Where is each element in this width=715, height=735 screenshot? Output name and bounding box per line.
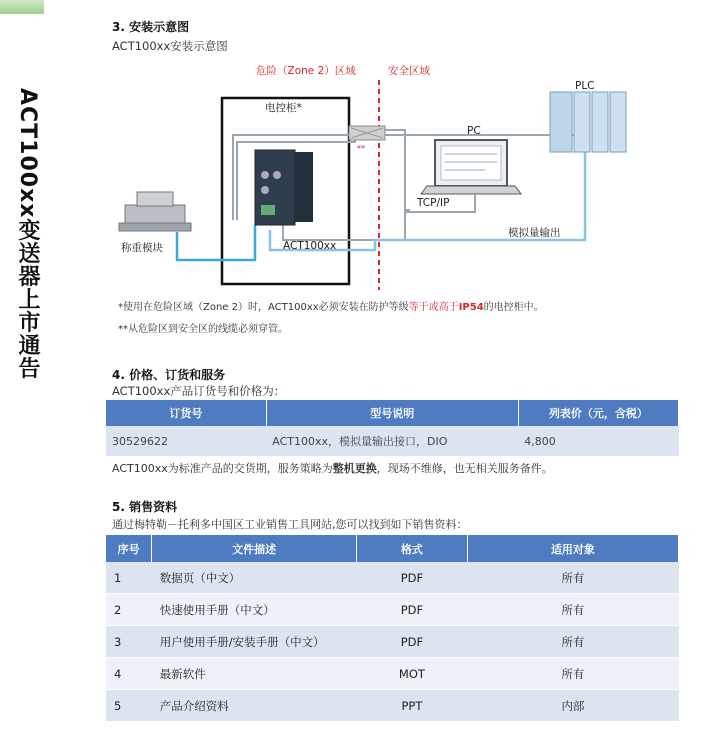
zone-hazard-label: 危险（Zone 2）区域 xyxy=(256,65,356,77)
section3-heading: 3. 安装示意图 xyxy=(112,20,190,34)
price-cell-price: 4,800 xyxy=(518,426,678,456)
table-row xyxy=(106,658,679,690)
sales-cell-no: 3 xyxy=(106,626,152,658)
note-ip54-text-b: 等于或高于 xyxy=(408,302,459,313)
act100xx-device-graphic xyxy=(255,150,313,225)
conduit-mark: ** xyxy=(357,144,365,153)
plc-label: PLC xyxy=(575,80,595,92)
note-ip54-text-a: *使用在危险区域（Zone 2）时，ACT100xx必须安装在防护等级 xyxy=(118,302,409,313)
sales-header-audience: 适用对象 xyxy=(467,535,678,562)
price-header-order: 订货号 xyxy=(106,400,266,426)
analog-output-label: 模拟量输出 xyxy=(508,227,561,239)
price-header-model: 型号说明 xyxy=(266,400,518,426)
section5-subtitle: 通过梅特勒－托利多中国区工业销售工具网站,您可以找到如下销售资料： xyxy=(112,518,468,531)
sales-header-no: 序号 xyxy=(106,535,152,562)
sales-cell-desc: 最新软件 xyxy=(152,658,357,690)
note-ip54-text-d: 的电控柜中。 xyxy=(483,302,544,313)
tcpip-label: TCP/IP xyxy=(417,197,450,209)
device-label: ACT100xx xyxy=(283,240,337,252)
cabinet-label: 电控柜* xyxy=(265,102,302,114)
section4-footer-a: ACT100xx为标准产品的交货期，服务策略为 xyxy=(112,462,333,475)
sales-cell-audience: 所有 xyxy=(467,594,678,626)
sales-cell-desc: 数据页（中文） xyxy=(152,562,357,594)
price-cell-order: 30529622 xyxy=(106,426,266,456)
sales-cell-format: PDF xyxy=(356,562,467,594)
sales-cell-format: PPT xyxy=(356,690,467,722)
sales-cell-desc: 产品介绍资料 xyxy=(152,690,357,722)
plc-graphic xyxy=(550,92,626,152)
table-row xyxy=(106,594,679,626)
sales-cell-desc: 用户使用手册/安装手册（中文） xyxy=(152,626,357,658)
sales-cell-no: 5 xyxy=(106,690,152,722)
installation-diagram xyxy=(105,80,705,295)
sales-cell-audience: 所有 xyxy=(467,626,678,658)
sales-materials-table xyxy=(106,535,679,722)
pc-label: PC xyxy=(467,125,481,137)
note-ip54 xyxy=(118,298,544,313)
table-row xyxy=(106,562,679,594)
sales-cell-format: MOT xyxy=(356,658,467,690)
section4-footer xyxy=(112,460,553,476)
sales-cell-no: 4 xyxy=(106,658,152,690)
sales-cell-audience: 内部 xyxy=(467,690,678,722)
note-conduit: **从危险区到安全区的线缆必须穿管。 xyxy=(118,324,288,335)
price-header-price: 列表价（元，含税） xyxy=(518,400,678,426)
sales-cell-format: PDF xyxy=(356,626,467,658)
sales-cell-no: 1 xyxy=(106,562,152,594)
section4-subtitle: ACT100xx产品订货号和价格为： xyxy=(112,384,286,398)
section5-heading: 5. 销售资料 xyxy=(112,500,178,514)
sales-cell-audience: 所有 xyxy=(467,658,678,690)
sales-cell-desc: 快速使用手册（中文） xyxy=(152,594,357,626)
price-row xyxy=(106,426,679,456)
sales-cell-format: PDF xyxy=(356,594,467,626)
section4-footer-b: 整机更换 xyxy=(332,462,377,475)
section4-heading: 4. 价格、订货和服务 xyxy=(112,368,226,382)
sales-cell-audience: 所有 xyxy=(467,562,678,594)
sales-header-format: 格式 xyxy=(356,535,467,562)
table-row xyxy=(106,690,679,722)
price-table xyxy=(106,400,679,456)
sales-cell-no: 2 xyxy=(106,594,152,626)
price-cell-model: ACT100xx，模拟量输出接口，DIO xyxy=(266,426,518,456)
table-row xyxy=(106,626,679,658)
top-green-accent xyxy=(0,0,44,14)
weigh-module-label: 称重模块 xyxy=(121,242,163,254)
sales-header-desc: 文件描述 xyxy=(152,535,357,562)
sidebar-title: ACT100xx变送器上市通告 xyxy=(15,88,40,380)
section4-footer-c: ，现场不维修，也无相关服务备件。 xyxy=(376,462,553,475)
section3-subtitle: ACT100xx安装示意图 xyxy=(112,39,228,53)
weigh-module-graphic xyxy=(119,192,191,231)
zone-safe-label: 安全区域 xyxy=(388,65,430,77)
note-ip54-text-c: IP54 xyxy=(458,302,484,313)
pc-laptop-graphic xyxy=(421,140,521,194)
